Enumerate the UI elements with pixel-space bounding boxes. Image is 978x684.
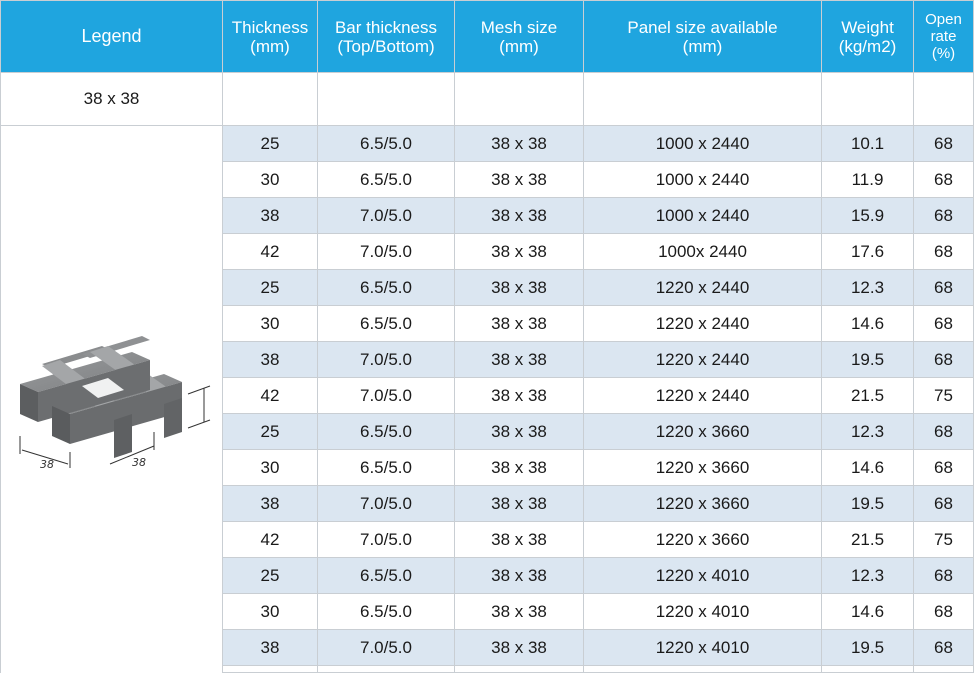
weight-cell: 14.6 (822, 306, 914, 342)
thickness-cell: 38 (223, 198, 318, 234)
panel-size-cell: 1220 x 4010 (584, 558, 822, 594)
grating-block-icon (12, 324, 212, 474)
thickness-cell: 30 (223, 162, 318, 198)
bar-thickness-cell: 7.0/5.0 (318, 630, 455, 666)
bar-thickness-cell: 6.5/5.0 (318, 270, 455, 306)
mesh-size-cell: 38 x 38 (455, 414, 584, 450)
legend-label: 38 x 38 (1, 73, 223, 126)
header-weight: Weight (kg/m2) (822, 1, 914, 73)
thickness-cell: 25 (223, 270, 318, 306)
empty-cell (584, 666, 822, 673)
header-thickness: Thickness (mm) (223, 1, 318, 73)
bar-thickness-cell: 6.5/5.0 (318, 162, 455, 198)
panel-size-cell: 1220 x 4010 (584, 630, 822, 666)
empty-cell (822, 666, 914, 673)
weight-cell: 17.6 (822, 234, 914, 270)
panel-size-cell: 1220 x 3660 (584, 450, 822, 486)
thickness-cell: 30 (223, 450, 318, 486)
open-rate-cell: 68 (914, 306, 974, 342)
mesh-size-cell: 38 x 38 (455, 594, 584, 630)
empty-cell (822, 73, 914, 126)
open-rate-cell: 68 (914, 630, 974, 666)
empty-cell (914, 666, 974, 673)
panel-size-cell: 1000 x 2440 (584, 126, 822, 162)
header-mesh-size: Mesh size (mm) (455, 1, 584, 73)
thickness-cell: 30 (223, 306, 318, 342)
mesh-size-cell: 38 x 38 (455, 558, 584, 594)
empty-cell (584, 73, 822, 126)
weight-cell: 19.5 (822, 486, 914, 522)
panel-size-cell: 1220 x 2440 (584, 342, 822, 378)
panel-size-cell: 1000 x 2440 (584, 198, 822, 234)
thickness-cell: 25 (223, 558, 318, 594)
mesh-size-cell: 38 x 38 (455, 342, 584, 378)
weight-cell: 11.9 (822, 162, 914, 198)
mesh-size-cell: 38 x 38 (455, 450, 584, 486)
mesh-size-cell: 38 x 38 (455, 522, 584, 558)
panel-size-cell: 1220 x 2440 (584, 378, 822, 414)
weight-cell: 12.3 (822, 270, 914, 306)
open-rate-cell: 75 (914, 522, 974, 558)
open-rate-cell: 68 (914, 558, 974, 594)
bar-thickness-cell: 7.0/5.0 (318, 234, 455, 270)
header-panel-size: Panel size available (mm) (584, 1, 822, 73)
weight-cell: 12.3 (822, 414, 914, 450)
open-rate-cell: 68 (914, 486, 974, 522)
panel-size-cell: 1220 x 3660 (584, 414, 822, 450)
empty-cell (223, 73, 318, 126)
open-rate-cell: 68 (914, 450, 974, 486)
weight-cell: 10.1 (822, 126, 914, 162)
bar-thickness-cell: 7.0/5.0 (318, 198, 455, 234)
panel-size-cell: 1220 x 3660 (584, 522, 822, 558)
empty-cell (223, 666, 318, 673)
panel-size-cell: 1220 x 4010 (584, 594, 822, 630)
thickness-cell: 42 (223, 234, 318, 270)
mesh-size-cell: 38 x 38 (455, 270, 584, 306)
bar-thickness-cell: 6.5/5.0 (318, 450, 455, 486)
empty-cell (318, 666, 455, 673)
header-legend: Legend (1, 1, 223, 73)
empty-cell (455, 666, 584, 673)
mesh-size-cell: 38 x 38 (455, 486, 584, 522)
header-row (1, 1, 974, 73)
weight-cell: 12.3 (822, 558, 914, 594)
bar-thickness-cell: 6.5/5.0 (318, 126, 455, 162)
weight-cell: 19.5 (822, 342, 914, 378)
legend-row (1, 73, 974, 126)
open-rate-cell: 68 (914, 234, 974, 270)
thickness-cell: 42 (223, 522, 318, 558)
bar-thickness-cell: 6.5/5.0 (318, 594, 455, 630)
table-row (1, 126, 974, 162)
thickness-cell: 30 (223, 594, 318, 630)
dimension-label-right: 38 (131, 456, 146, 470)
open-rate-cell: 68 (914, 270, 974, 306)
bar-thickness-cell: 6.5/5.0 (318, 414, 455, 450)
open-rate-cell: 75 (914, 378, 974, 414)
weight-cell: 14.6 (822, 450, 914, 486)
mesh-size-cell: 38 x 38 (455, 234, 584, 270)
panel-size-cell: 1000x 2440 (584, 234, 822, 270)
weight-cell: 21.5 (822, 522, 914, 558)
open-rate-cell: 68 (914, 414, 974, 450)
header-open-rate: Open rate (%) (914, 1, 974, 73)
header-bar-thickness: Bar thickness (Top/Bottom) (318, 1, 455, 73)
thickness-cell: 42 (223, 378, 318, 414)
dimension-label-left: 38 (39, 458, 54, 472)
empty-cell (914, 73, 974, 126)
legend-image-cell (1, 126, 223, 673)
bar-thickness-cell: 7.0/5.0 (318, 486, 455, 522)
weight-cell: 21.5 (822, 378, 914, 414)
bar-thickness-cell: 6.5/5.0 (318, 306, 455, 342)
open-rate-cell: 68 (914, 342, 974, 378)
bar-thickness-cell: 7.0/5.0 (318, 522, 455, 558)
panel-size-cell: 1220 x 3660 (584, 486, 822, 522)
thickness-cell: 25 (223, 126, 318, 162)
panel-size-cell: 1220 x 2440 (584, 270, 822, 306)
mesh-size-cell: 38 x 38 (455, 306, 584, 342)
weight-cell: 19.5 (822, 630, 914, 666)
empty-cell (455, 73, 584, 126)
thickness-cell: 25 (223, 414, 318, 450)
open-rate-cell: 68 (914, 126, 974, 162)
mesh-size-cell: 38 x 38 (455, 378, 584, 414)
mesh-size-cell: 38 x 38 (455, 630, 584, 666)
mesh-size-cell: 38 x 38 (455, 162, 584, 198)
empty-cell (318, 73, 455, 126)
bar-thickness-cell: 7.0/5.0 (318, 378, 455, 414)
weight-cell: 15.9 (822, 198, 914, 234)
open-rate-cell: 68 (914, 594, 974, 630)
open-rate-cell: 68 (914, 162, 974, 198)
mesh-size-cell: 38 x 38 (455, 198, 584, 234)
mesh-size-cell: 38 x 38 (455, 126, 584, 162)
panel-size-cell: 1000 x 2440 (584, 162, 822, 198)
thickness-cell: 38 (223, 486, 318, 522)
weight-cell: 14.6 (822, 594, 914, 630)
bar-thickness-cell: 7.0/5.0 (318, 342, 455, 378)
bar-thickness-cell: 6.5/5.0 (318, 558, 455, 594)
thickness-cell: 38 (223, 630, 318, 666)
panel-size-cell: 1220 x 2440 (584, 306, 822, 342)
open-rate-cell: 68 (914, 198, 974, 234)
thickness-cell: 38 (223, 342, 318, 378)
